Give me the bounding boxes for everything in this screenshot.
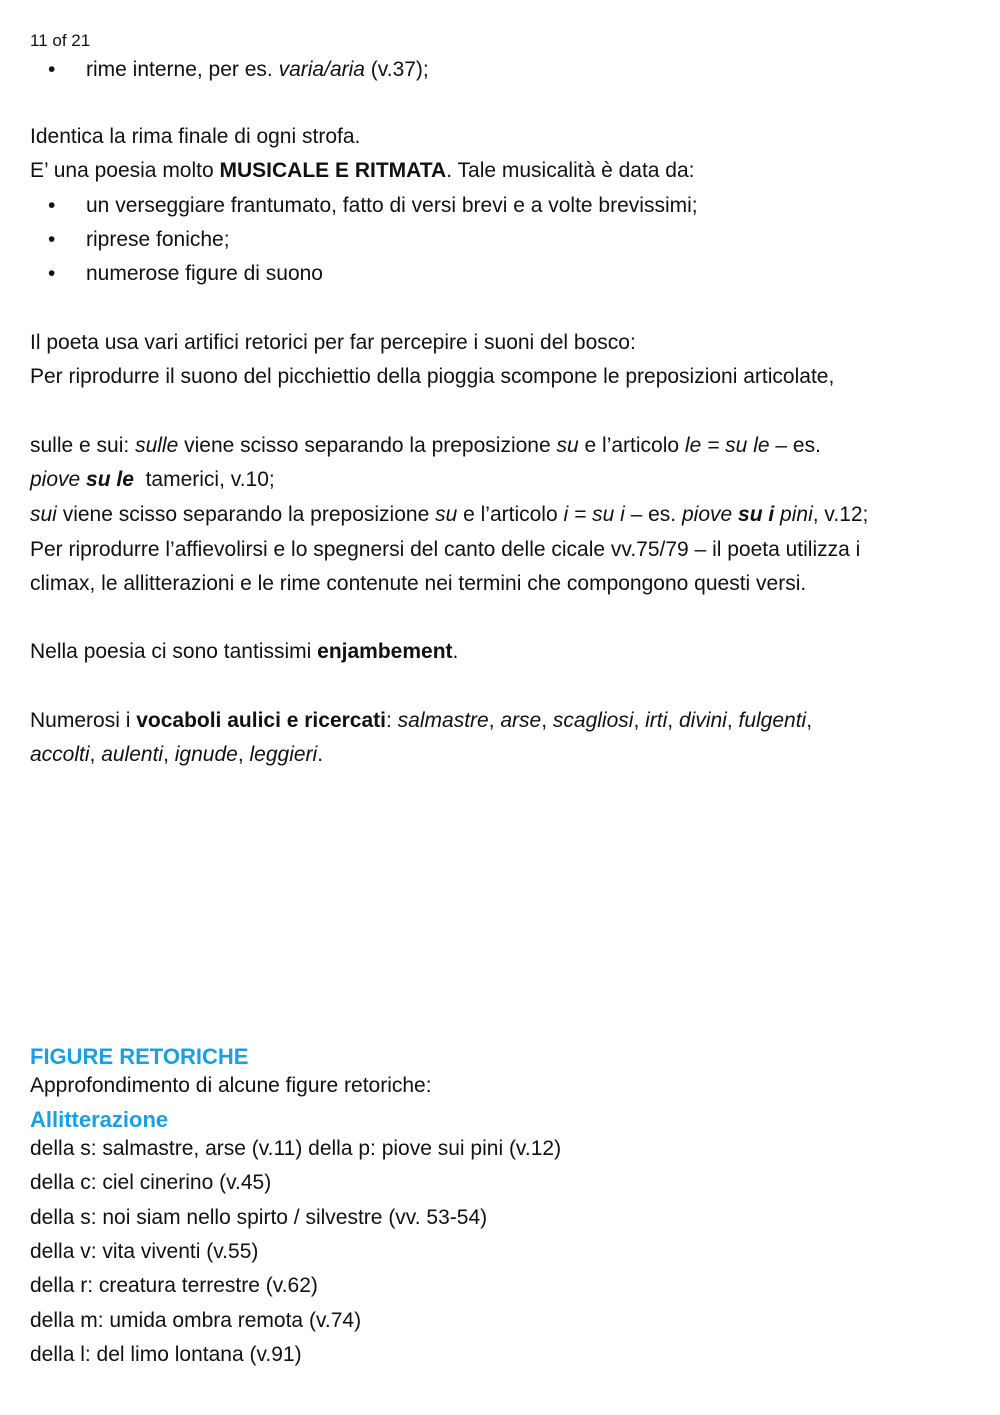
paragraph-sulle-line-1: sulle e sui: sulle viene scisso separando la preposizione su e l’articolo le = su le – es. <box>30 434 821 457</box>
paragraph-pioggia: Per riprodurre il suono del picchiettio della pioggia scompone le preposizioni articolate, <box>30 365 835 388</box>
list-item: della m: umida ombra remota (v.74) <box>30 1309 362 1332</box>
section-heading-figure-retoriche: FIGURE RETORICHE <box>30 1044 249 1069</box>
list-item-text: numerose figure di suono <box>86 262 323 285</box>
paragraph-musicale: E’ una poesia molto MUSICALE E RITMATA. Tale musicalità è data da: <box>30 159 695 182</box>
bullet-icon: • <box>48 262 56 285</box>
paragraph-cicale-line-2: climax, le allitterazioni e le rime contenute nei termini che compongono questi versi. <box>30 572 807 595</box>
paragraph-rima-finale: Identica la rima finale di ogni strofa. <box>30 125 361 148</box>
section-intro: Approfondimento di alcune figure retoriche: <box>30 1074 432 1097</box>
paragraph-cicale-line-1: Per riprodurre l’affievolirsi e lo spegnersi del canto delle cicale vv.75/79 – il poeta utilizza i <box>30 538 861 561</box>
list-item: della l: del limo lontana (v.91) <box>30 1343 302 1366</box>
paragraph-enjambement: Nella poesia ci sono tantissimi enjambement. <box>30 640 459 663</box>
paragraph-artifici: Il poeta usa vari artifici retorici per far percepire i suoni del bosco: <box>30 331 636 354</box>
bullet-icon: • <box>48 58 56 81</box>
paragraph-vocaboli-line-2: accolti, aulenti, ignude, leggieri. <box>30 743 324 766</box>
list-item: della c: ciel cinerino (v.45) <box>30 1171 272 1194</box>
paragraph-vocaboli-line-1: Numerosi i vocaboli aulici e ricercati: salmastre, arse, scagliosi, irti, divini, fulgenti, <box>30 709 813 732</box>
paragraph-sulle-line-2: piove su le tamerici, v.10; <box>30 468 275 491</box>
page-number: 11 of 21 <box>30 31 91 50</box>
list-item: della r: creatura terrestre (v.62) <box>30 1274 318 1297</box>
list-item: della s: salmastre, arse (v.11) della p: piove sui pini (v.12) <box>30 1137 562 1160</box>
list-item: della s: noi siam nello spirto / silvestre (vv. 53-54) <box>30 1206 488 1229</box>
list-item: della v: vita viventi (v.55) <box>30 1240 259 1263</box>
subheading-allitterazione: Allitterazione <box>30 1107 169 1132</box>
bullet-icon: • <box>48 228 56 251</box>
list-item-text: un verseggiare frantumato, fatto di versi brevi e a volte brevissimi; <box>86 194 698 217</box>
bullet-icon: • <box>48 194 56 217</box>
paragraph-sui: sui viene scisso separando la preposizione su e l’articolo i = su i – es. piove su i pini, v.12; <box>30 503 869 526</box>
list-item-text: rime interne, per es. varia/aria (v.37); <box>86 58 429 81</box>
list-item-text: riprese foniche; <box>86 228 230 251</box>
